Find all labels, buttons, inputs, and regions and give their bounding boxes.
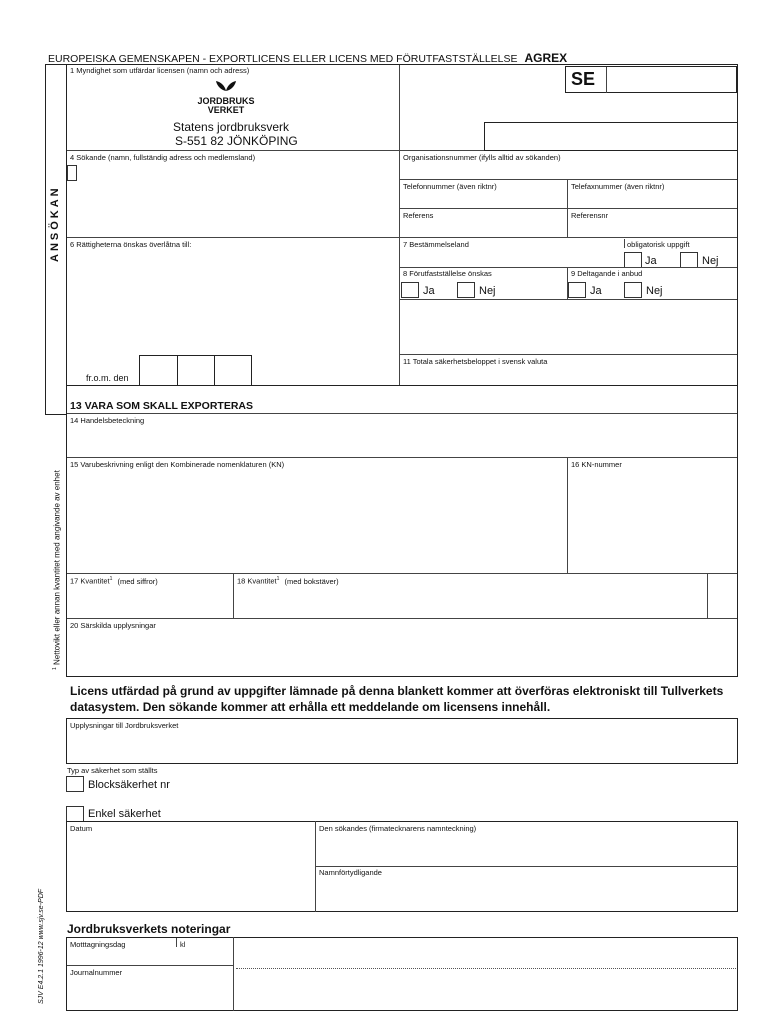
upplysningar-label: Upplysningar till Jordbruksverket — [70, 721, 179, 730]
journalnummer-label: Journalnummer — [70, 968, 123, 977]
from-date-box-2[interactable] — [177, 355, 215, 386]
divider-noteringar — [233, 937, 234, 1011]
side-footnote — [52, 470, 62, 670]
telefax-label: Telefaxnummer (även riktnr) — [571, 182, 665, 191]
vara-section — [66, 385, 738, 677]
telefon-label: Telefonnummer (även riktnr) — [403, 182, 497, 191]
divider-18-end — [707, 573, 708, 618]
kl-mark — [176, 938, 177, 947]
divider-20 — [67, 618, 737, 619]
noteringar-title: Jordbruksverkets noteringar — [67, 922, 231, 936]
logo-line-1: JORDBRUKS — [197, 96, 255, 106]
divider-namnfortydligande — [315, 866, 738, 867]
mottagningsdag-label: Motttagningsdag — [70, 940, 126, 949]
divider-main-vertical — [399, 65, 400, 386]
notice-text: Licens utfärdad på grund av uppgifter lämnade på denna blankett kommer att överföras elektroniskt till Tullverkets datasystem. Den sökande kommer att erhålla ett meddelande om licensens innehåll. — [70, 684, 724, 714]
divider-kn — [567, 457, 568, 573]
form-code: SJV E4.2.1 1996-12 www.sjv.se-PDF — [38, 888, 45, 1004]
forutfast-nej-label: Nej — [479, 285, 496, 297]
side-footnote-sup: 1 — [52, 667, 58, 670]
enkel-sakerhet-checkbox[interactable] — [66, 806, 84, 822]
bestammelseland-ja-checkbox[interactable] — [624, 252, 642, 268]
agrex-label: AGREX — [524, 51, 568, 65]
divider-after-8-9 — [400, 299, 737, 300]
datum-label: Datum — [70, 824, 93, 833]
divider-tel — [400, 208, 737, 209]
divider-section-6 — [67, 237, 737, 238]
application-section — [66, 64, 738, 386]
enkel-sakerhet-label: Enkel säkerhet — [88, 808, 161, 820]
kl-label: kl — [180, 940, 186, 949]
forutfast-ja-label: Ja — [423, 285, 435, 297]
kvantitet-bokstaver-label — [237, 577, 339, 585]
forutfast-ja-checkbox[interactable] — [401, 282, 419, 298]
deltagande-nej-label: Nej — [646, 285, 663, 297]
obligatorisk-mark — [624, 239, 625, 248]
deltagande-ja-label: Ja — [590, 285, 602, 297]
vara-title: 13 VARA SOM SKALL EXPORTERAS — [70, 400, 254, 412]
forutfast-nej-checkbox[interactable] — [457, 282, 475, 298]
divider-field-8 — [400, 267, 737, 268]
form-title-text: EUROPEISKA GEMENSKAPEN - EXPORTLICENS ELLER LICENS MED FÖRUTFASTSTÄLLELSE — [48, 53, 518, 65]
authority-label: 1 Myndighet som utfärdar licensen (namn och adress) — [70, 66, 250, 75]
bestammelseland-ja-label: Ja — [645, 255, 657, 267]
noteringar-box — [66, 937, 738, 1011]
sokande-label: 4 Sökande (namn, fullständig adress och medlemsland) — [70, 153, 256, 162]
varubeskrivning-label: 15 Varubeskrivning enligt den Kombinerade nomenklaturen (KN) — [70, 460, 285, 469]
deltagande-label: 9 Deltagande i anbud — [571, 269, 643, 278]
authority-address: S-551 82 JÖNKÖPING — [175, 134, 298, 148]
namnfortydligande-label: Namnförtydligande — [319, 868, 382, 877]
form-title — [48, 51, 567, 65]
side-footnote-text: Nettovikt eller annan kvantitet med angivande av enhet — [52, 470, 62, 665]
divider-orgnr — [400, 179, 737, 180]
kvantitet-bokstaver-text: 18 Kvantitet — [237, 576, 277, 586]
rattigheter-label: 6 Rättigheterna önskas överlåtna till: — [70, 240, 192, 249]
divider-17-18 — [233, 573, 234, 618]
license-number-field[interactable] — [484, 122, 738, 151]
orgnr-label: Organisationsnummer (ifylls alltid av sökanden) — [403, 153, 561, 162]
referensnr-label: Referensnr — [571, 211, 609, 220]
divider-field-11 — [400, 354, 737, 355]
ansokan-label: ANSÖKAN — [49, 185, 61, 262]
country-code: SE — [571, 69, 596, 89]
deltagande-nej-checkbox[interactable] — [624, 282, 642, 298]
kvantitet-siffror-label — [70, 577, 158, 585]
bestammelseland-nej-checkbox[interactable] — [680, 252, 698, 268]
from-date-box-3[interactable] — [214, 355, 252, 386]
from-date-box-1[interactable] — [139, 355, 178, 386]
kvantitet-bokstaver-suffix: (med bokstäver) — [284, 576, 339, 586]
kvantitet-siffror-text: 17 Kvantitet — [70, 576, 110, 586]
blocksakerhet-checkbox[interactable] — [66, 776, 84, 792]
kvantitet-siffror-sup: 1 — [109, 576, 113, 582]
divider-15 — [67, 457, 737, 458]
obligatorisk-label: obligatorisk uppgift — [627, 240, 690, 249]
from-den-label: fr.o.m. den — [86, 373, 129, 383]
sarskilda-label: 20 Särskilda upplysningar — [70, 621, 156, 630]
bestammelseland-label: 7 Bestämmelseland — [403, 240, 469, 249]
blocksakerhet-label: Blocksäkerhet nr — [88, 779, 170, 791]
logo-line-2: VERKET — [207, 105, 245, 115]
noteringar-dotted-line — [236, 968, 736, 969]
divider-14 — [67, 413, 737, 414]
handelsbeteckning-label: 14 Handelsbeteckning — [70, 416, 145, 425]
jordbruksverket-logo — [195, 78, 257, 115]
bestammelseland-nej-label: Nej — [702, 255, 719, 267]
leaf-icon — [215, 78, 237, 92]
country-code-divider — [606, 67, 607, 93]
deltagande-ja-checkbox[interactable] — [568, 282, 586, 298]
sakerhet-total-label: 11 Totala säkerhetsbeloppet i svensk valuta — [403, 357, 548, 366]
kvantitet-siffror-suffix: (med siffror) — [117, 576, 158, 586]
referens-label: Referens — [403, 211, 434, 220]
typ-sakerhet-label: Typ av säkerhet som ställts — [67, 766, 158, 775]
authority-name: Statens jordbruksverk — [173, 120, 290, 134]
divider-journalnummer — [67, 965, 233, 966]
sokande-checkbox[interactable] — [67, 165, 77, 181]
forutfast-label: 8 Förutfastställelse önskas — [403, 269, 492, 278]
kvantitet-bokstaver-sup: 1 — [276, 576, 280, 582]
namnteckning-label: Den sökandes (firmatecknarens namnteckning) — [319, 824, 477, 833]
divider-17 — [67, 573, 737, 574]
kn-nummer-label: 16 KN-nummer — [571, 460, 622, 469]
